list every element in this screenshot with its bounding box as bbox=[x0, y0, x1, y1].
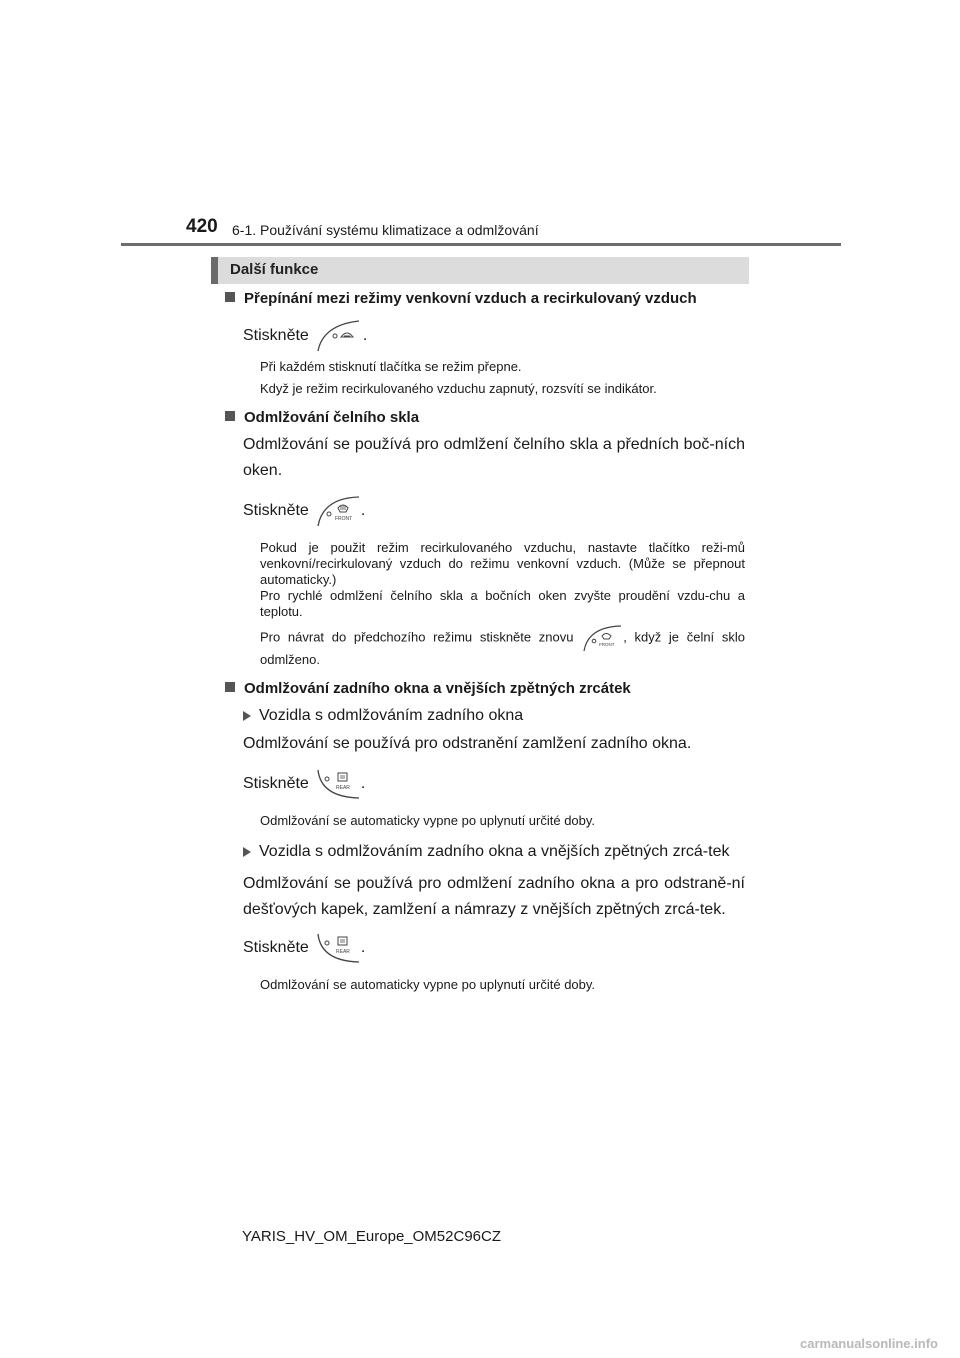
rear-defog-button-icon bbox=[315, 931, 361, 965]
press-front-line: Stiskněte FRONT . bbox=[243, 492, 745, 530]
recirc-note-2: Když je režim recirkulovaného vzduchu zapnutý, rozsvítí se indikátor. bbox=[260, 381, 657, 396]
press-rear-line-2: Stiskněte REAR . bbox=[243, 929, 745, 967]
rear-variant-2-label: Vozidla s odmlžováním zadního okna a vnějších zpětných zrcá-tek bbox=[243, 839, 745, 865]
header-rule bbox=[121, 243, 841, 246]
rear-variant-2-body: Odmlžování se používá pro odmlžení zadního okna a pro odstraně-ní dešťových kapek, zamlžení a námrazy z vnějších zpětných zrcá-tek. bbox=[243, 875, 745, 918]
press-rear-line-1: Stiskněte REAR . bbox=[243, 765, 745, 803]
topic-rear-heading: Odmlžování zadního okna a vnějších zpětných zrcátek bbox=[225, 680, 745, 697]
square-bullet-icon bbox=[225, 411, 235, 421]
document-code: YARIS_HV_OM_Europe_OM52C96CZ bbox=[242, 1228, 501, 1245]
page-number: 420 bbox=[186, 216, 218, 237]
triangle-bullet-icon bbox=[243, 847, 251, 857]
rear-label: REAR bbox=[335, 949, 350, 955]
square-bullet-icon bbox=[225, 682, 235, 692]
triangle-bullet-icon bbox=[243, 711, 251, 721]
topic-recirc-heading: Přepínání mezi režimy venkovní vzduch a recirkulovaný vzduch bbox=[225, 290, 745, 307]
front-label: FRONT bbox=[334, 516, 353, 522]
rear-variant-2-note: Odmlžování se automaticky vypne po uplynutí určité doby. bbox=[260, 977, 596, 992]
rear-defog-button-icon bbox=[315, 767, 361, 801]
windshield-note-3: Pro návrat do předchozího režimu stiskněte znovu FRONT , když je čelní sklo odmlženo. bbox=[260, 624, 745, 668]
section-title: Další funkce bbox=[230, 261, 319, 278]
topic-windshield-heading: Odmlžování čelního skla bbox=[225, 409, 745, 426]
rear-variant-1-note: Odmlžování se automaticky vypne po uplynutí určité doby. bbox=[260, 813, 596, 828]
press-recirc-line: Stiskněte . bbox=[243, 317, 745, 355]
front-label: FRONT bbox=[599, 642, 615, 647]
watermark: carmanualsonline.info bbox=[800, 1336, 938, 1351]
rear-variant-1-label: Vozidla s odmlžováním zadního okna bbox=[243, 703, 745, 729]
page-content bbox=[225, 290, 745, 993]
rear-variant-1-body: Odmlžování se používá pro odstranění zamlžení zadního okna. bbox=[243, 735, 692, 752]
rear-label: REAR bbox=[335, 785, 350, 791]
square-bullet-icon bbox=[225, 292, 235, 302]
windshield-note-2: Pro rychlé odmlžení čelního skla a bočních oken zvyšte proudění vzdu-chu a teplotu. bbox=[260, 588, 745, 619]
recirc-button-icon bbox=[315, 319, 363, 353]
windshield-note-1: Pokud je použit režim recirkulovaného vzduchu, nastavte tlačítko reži-mů venkovní/recirkulovaný vzduch do režimu venkovní vzduch. (Může se přepnout automaticky.) bbox=[260, 540, 745, 587]
recirc-note-1: Při každém stisknutí tlačítka se režim přepne. bbox=[260, 359, 522, 374]
chapter-title: 6-1. Používání systému klimatizace a odmlžování bbox=[232, 222, 539, 238]
section-title-bar bbox=[211, 257, 749, 284]
front-defog-button-icon bbox=[315, 494, 361, 528]
windshield-body: Odmlžování se používá pro odmlžení čelního skla a předních boč-ních oken. bbox=[243, 436, 745, 479]
front-defog-button-icon bbox=[581, 624, 623, 652]
